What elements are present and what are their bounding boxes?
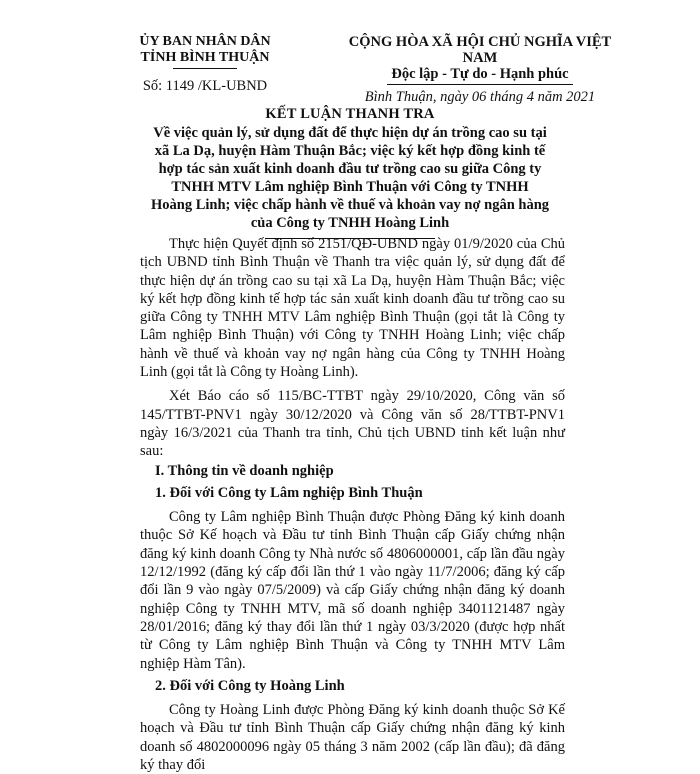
document-body bbox=[140, 235, 565, 774]
paragraph-2: Xét Báo cáo số 115/BC-TTBT ngày 29/10/2020, Công văn số 145/TTBT-PNV1 ngày 30/12/2020 và Công văn số 28/TTBT-PNV1 ngày 16/3/2021 của Thanh tra tỉnh, Chủ tịch UBND tỉnh kết luận như sau: bbox=[140, 388, 565, 460]
paragraph-4: Công ty Hoàng Linh được Phòng Đăng ký kinh doanh thuộc Sở Kế hoạch và Đầu tư tỉnh Bình Thuận cấp Giấy chứng nhận đăng ký kinh doanh số 4802000096 ngày 05 tháng 3 năm 2002 (cấp lần đầu); đã đăng ký thay đổi bbox=[140, 702, 565, 774]
document-number: Số: 1149 /KL-UBND bbox=[142, 78, 268, 94]
issuing-authority bbox=[105, 34, 305, 95]
motto-underline bbox=[387, 84, 573, 85]
issue-date: Bình Thuận, ngày 06 tháng 4 năm 2021 bbox=[364, 89, 596, 105]
subsection-heading-2: 2. Đối với Công ty Hoàng Linh bbox=[155, 677, 345, 694]
title-block bbox=[150, 106, 550, 239]
org-name-line1: ỦY BAN NHÂN DÂN bbox=[139, 34, 271, 49]
section-heading-1: I. Thông tin về doanh nghiệp bbox=[155, 462, 334, 479]
subsection-heading-1: 1. Đối với Công ty Lâm nghiệp Bình Thuận bbox=[155, 484, 423, 501]
document-subject: Về việc quản lý, sử dụng đất để thực hiện dự án trồng cao su tại xã La Dạ, huyện Hàm Thuận Bắc; việc ký kết hợp đồng kinh tế hợp tác sản xuất kinh doanh đầu tư trồng cao su giữa Công ty TNHH MTV Lâm nghiệp Bình Thuận với Công ty TNHH Hoàng Linh; việc chấp hành về thuế và khoản vay nợ ngân hàng của Công ty TNHH Hoàng Linh bbox=[150, 125, 550, 231]
org-name-line2: TỈNH BÌNH THUẬN bbox=[140, 50, 270, 65]
paragraph-1: Thực hiện Quyết định số 2151/QĐ-UBND ngày 01/9/2020 của Chủ tịch UBND tỉnh Bình Thuận về Thanh tra việc quản lý, sử dụng đất để thực hiện dự án trồng cao su tại xã La Dạ, huyện Hàm Thuận Bắc; việc ký kết hợp đồng kinh tế hợp tác sản xuất kinh doanh đầu tư trồng cao su giữa Công ty TNHH MTV Lâm nghiệp Bình Thuận (gọi tắt là Công ty Lâm nghiệp Bình Thuận) với Công ty TNHH Hoàng Linh; việc chấp hành về thuế và khoản vay nợ ngân hàng của Công ty TNHH Hoàng Linh (gọi tắt là Công ty Hoàng Linh). bbox=[140, 236, 565, 381]
paragraph-3: Công ty Lâm nghiệp Bình Thuận được Phòng Đăng ký kinh doanh thuộc Sở Kế hoạch và Đầu tư tỉnh Bình Thuận cấp Giấy chứng nhận đăng ký kinh doanh Công ty Nhà nước số 4806000001, cấp lần đầu ngày 12/12/1992 (đăng ký cấp đổi lần thứ 1 vào ngày 11/7/2006; đăng ký cấp đổi lần 9 vào ngày 07/5/2009) và cấp Giấy chứng nhận đăng ký doanh nghiệp Công ty TNHH MTV, mã số doanh nghiệp 3401121487 ngày 28/01/2016; đăng ký thay đổi lần thứ 1 ngày 03/3/2020 (được hợp nhất từ Công ty Lâm nghiệp Bình Thuận và Công ty TNHH MTV Lâm nghiệp Hàm Tân). bbox=[140, 509, 565, 672]
org-underline bbox=[173, 68, 237, 69]
national-header bbox=[330, 34, 630, 106]
national-title: CỘNG HÒA XÃ HỘI CHỦ NGHĨA VIỆT NAM bbox=[348, 34, 612, 66]
national-motto: Độc lập - Tự do - Hạnh phúc bbox=[391, 66, 569, 82]
document-title: KẾT LUẬN THANH TRA bbox=[265, 106, 435, 122]
